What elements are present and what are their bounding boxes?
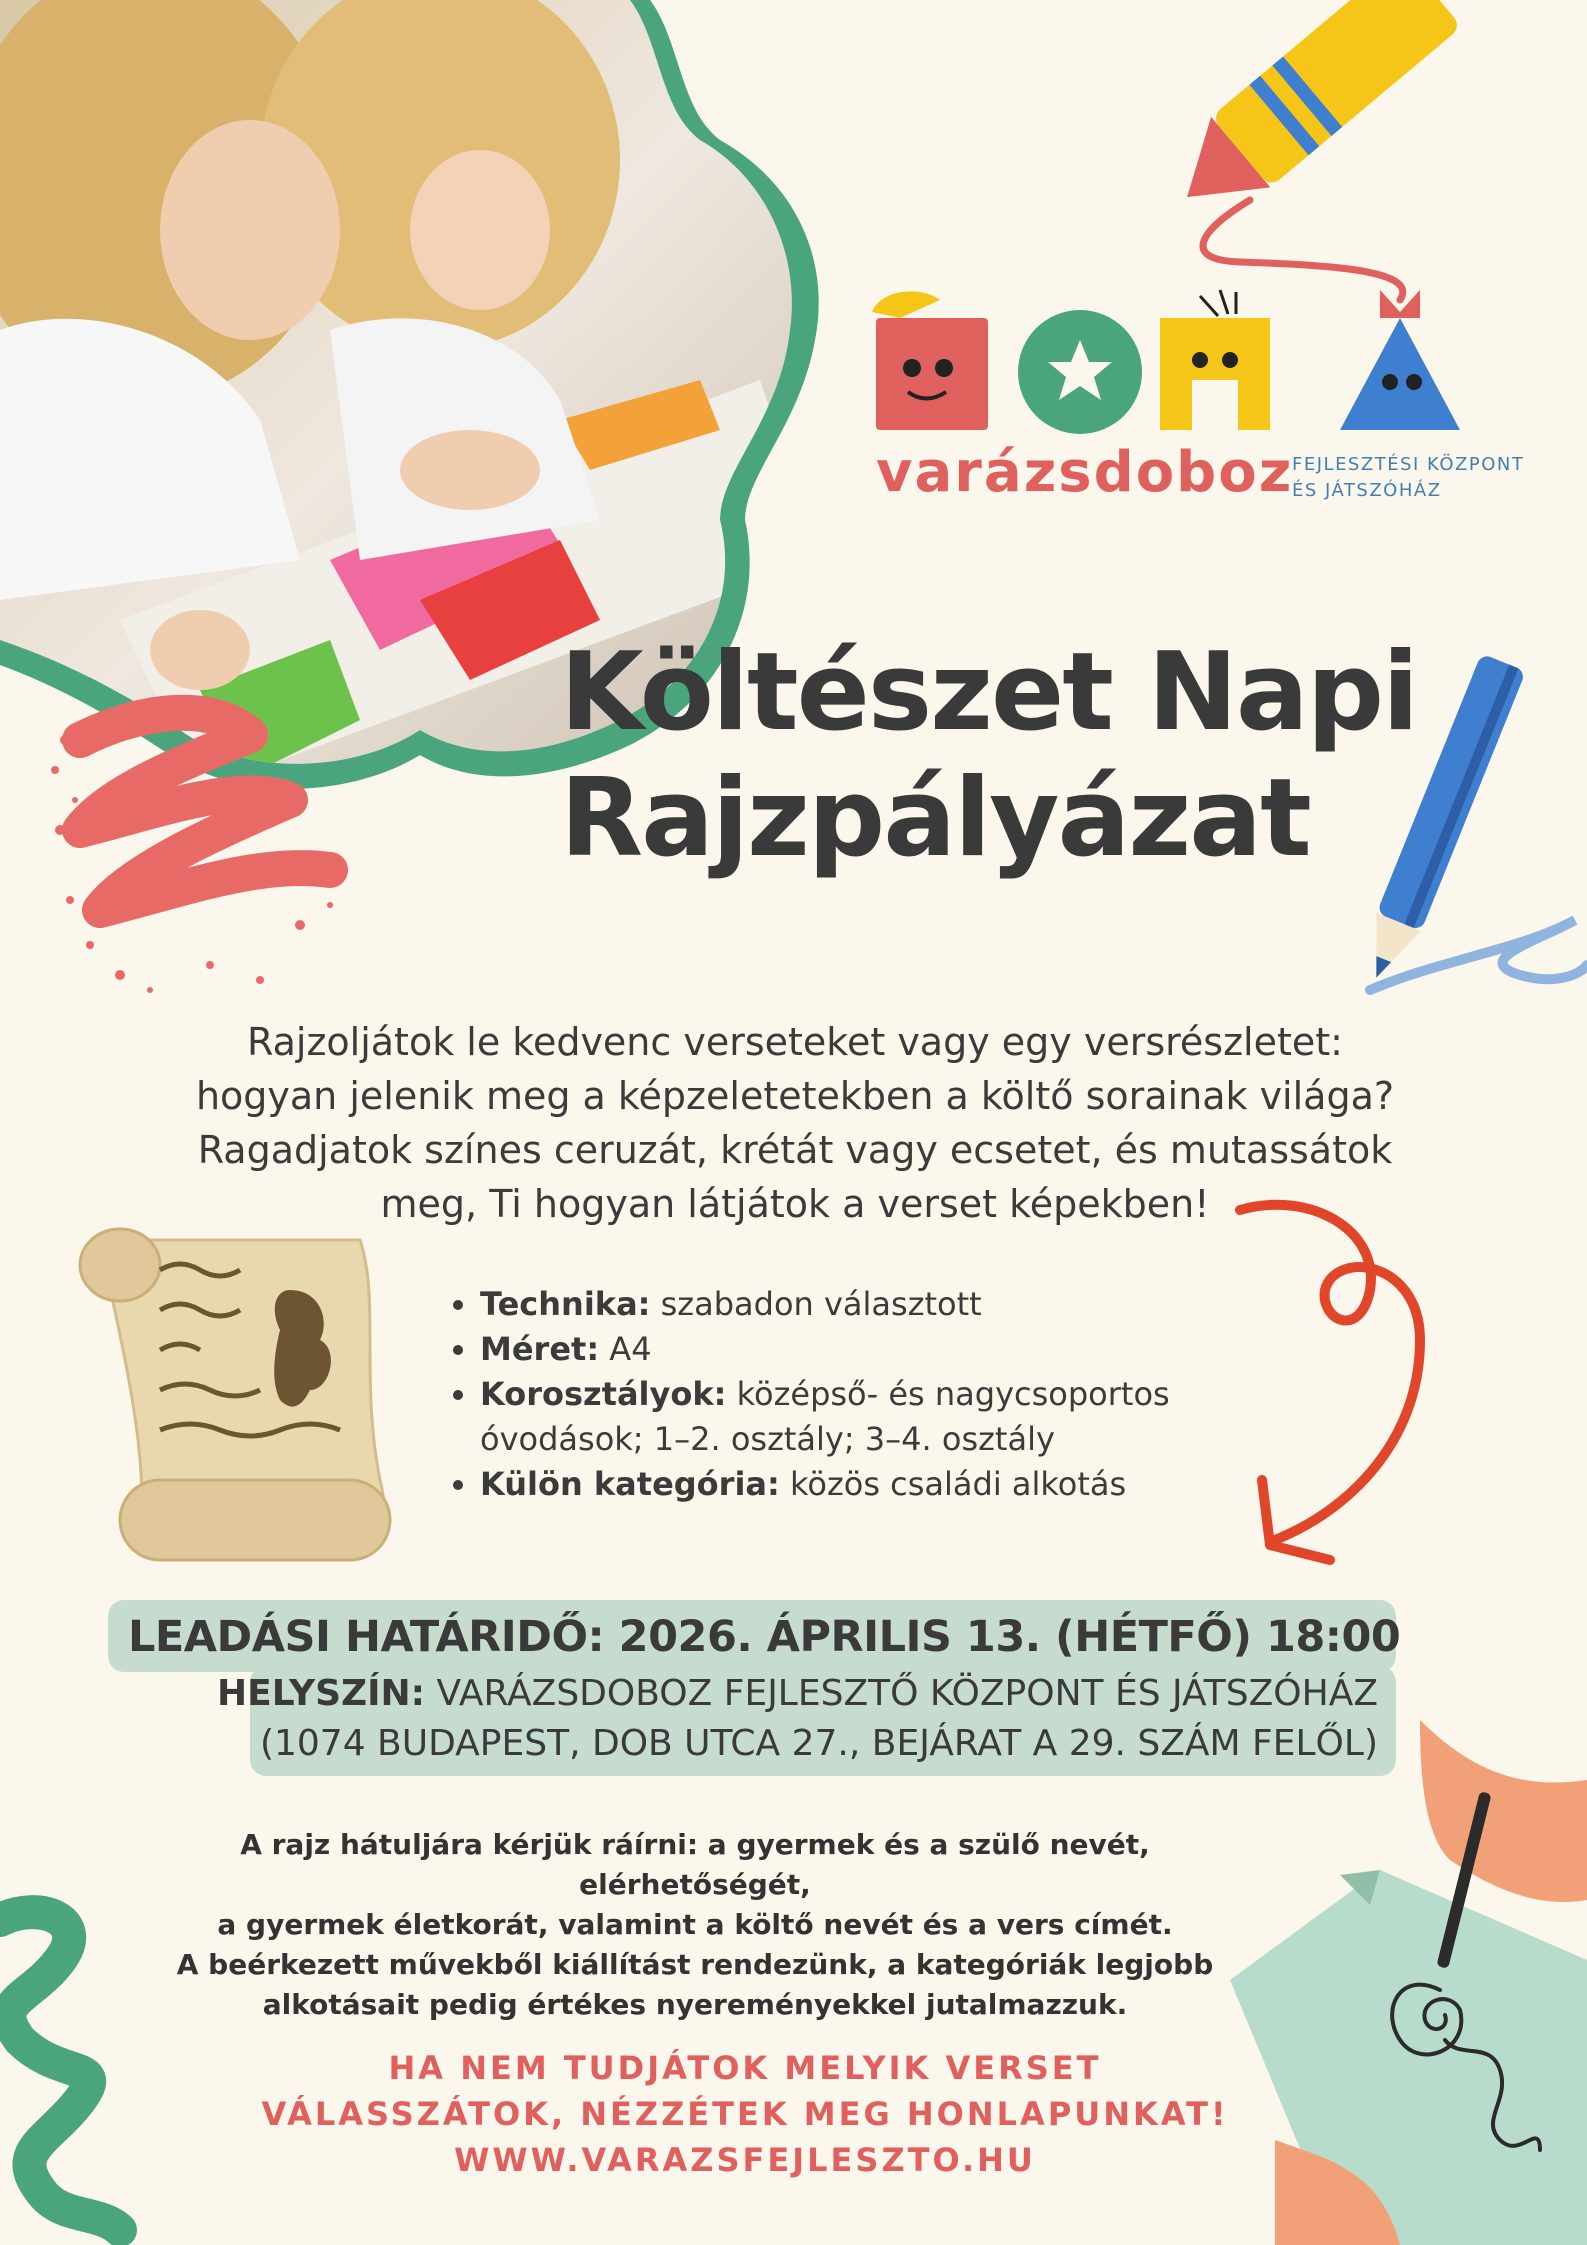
intro-line1: Rajzoljátok le kedvenc verseteket vagy egy versrészletet: — [247, 1020, 1343, 1064]
submission-note — [150, 1825, 1240, 2025]
website-link[interactable]: WWW.VARAZSFEJLESZTO.HU — [454, 2141, 1036, 2179]
intro-line2: hogyan jelenik meg a képzeletetekben a költő sorainak világa? — [195, 1074, 1395, 1118]
logo-subtitle — [1292, 452, 1524, 504]
spec-value: közös családi alkotás — [789, 1465, 1127, 1503]
cta-line2: VÁLASSZÁTOK, NÉZZÉTEK MEG HONLAPUNKAT! — [261, 2095, 1229, 2133]
cta-line1: HA NEM TUDJÁTOK MELYIK VERSET — [388, 2049, 1102, 2087]
spec-value-cont: óvodások; 1–2. osztály; 3–4. osztály — [480, 1420, 1055, 1458]
spec-label: Korosztályok: — [480, 1375, 727, 1413]
pink-scribble — [80, 713, 330, 910]
intro-paragraph — [100, 1015, 1490, 1231]
drawing-hands-icon — [1230, 1720, 1587, 2245]
specs-list — [440, 1282, 1300, 1507]
logo-subtitle-line1: FEJLESZTÉSI KÖZPONT — [1292, 454, 1525, 475]
note-line4: alkotásait pedig értékes nyereményekkel jutalmazzuk. — [262, 1988, 1128, 2021]
logo-icon — [872, 290, 1460, 434]
page-title — [560, 630, 1460, 882]
call-to-action — [230, 2045, 1260, 2183]
location-line — [200, 1670, 1378, 1718]
spec-value: középső- és nagycsoportos — [736, 1375, 1170, 1413]
logo-brand-text: varázsdoboz — [876, 440, 1294, 505]
green-zigzag — [0, 1912, 120, 2230]
deadline-text: LEADÁSI HATÁRIDŐ: 2026. ÁPRILIS 13. (HÉTFŐ) 18:00 — [128, 1612, 1401, 1662]
spec-item-size — [480, 1327, 1300, 1372]
note-line3: A beérkezett művekből kiállítást rendezünk, a kategóriák legjobb — [176, 1948, 1214, 1981]
location-label: HELYSZÍN: — [217, 1673, 426, 1714]
note-line1: A rajz hátuljára kérjük ráírni: a gyermek és a szülő nevét, elérhetőségét, — [240, 1828, 1150, 1901]
spec-item-special-category — [480, 1462, 1300, 1507]
spec-item-age-groups — [480, 1372, 1300, 1462]
spec-label: Külön kategória: — [480, 1465, 780, 1503]
yellow-crayon-icon — [1157, 0, 1461, 232]
title-line2: Rajzpályázat — [560, 756, 1310, 881]
note-line2: a gyermek életkorát, valamint a költő nevét és a vers címét. — [217, 1908, 1173, 1941]
scroll-icon — [80, 1229, 390, 1560]
spec-label: Méret: — [480, 1330, 600, 1368]
intro-line3: Ragadjatok színes ceruzát, krétát vagy ecsetet, és mutassátok — [197, 1128, 1393, 1172]
logo-subtitle-line2: ÉS JÁTSZÓHÁZ — [1292, 480, 1442, 501]
logo-wordmark — [876, 440, 1293, 505]
location-value: VARÁZSDOBOZ FEJLESZTŐ KÖZPONT ÉS JÁTSZÓHÁZ — [436, 1673, 1378, 1714]
spec-value: szabadon választott — [660, 1285, 982, 1323]
spec-label: Technika: — [480, 1285, 651, 1323]
address-line: (1074 BUDAPEST, DOB UTCA 27., BEJÁRAT A 29. SZÁM FELŐL) — [259, 1723, 1378, 1764]
spec-value: A4 — [609, 1330, 652, 1368]
intro-line4: meg, Ti hogyan látjátok a verset képekben! — [380, 1182, 1210, 1226]
spec-item-technique — [480, 1282, 1300, 1327]
title-line1: Költészet Napi — [560, 630, 1418, 755]
